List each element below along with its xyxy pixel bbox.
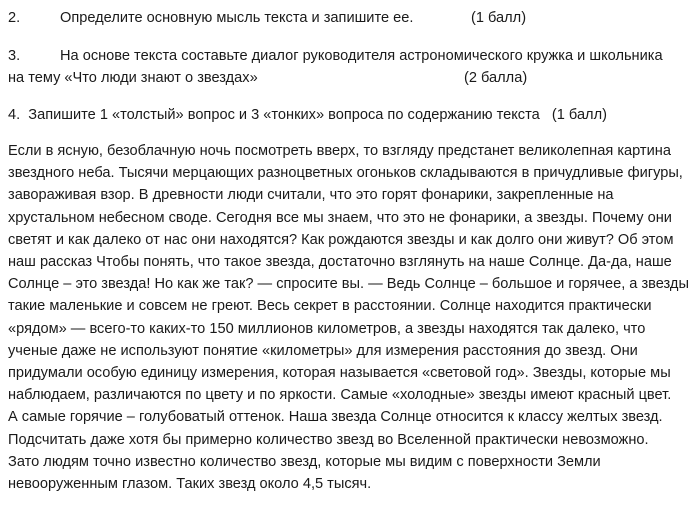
text-line: светят и как далеко от нас они находятся? Как рождаются звезды и как долго они живут? Об этом: [8, 231, 674, 248]
text-line: невооруженным глазом. Таких звезд около 4,5 тысяч.: [8, 476, 372, 493]
text-line: «рядом» — всего-то каких-то 150 миллионов километров, а звезды находятся так далеко, что: [8, 320, 646, 337]
text-line: наш рассказ Чтобы понять, что такое звезда, достаточно взглянуть на наше Солнце. Да-да, наше: [8, 254, 672, 271]
text-line: наблюдаем, различаются по цвету и по яркости. Самые «холодные» звезды имеют красный цвет.: [8, 387, 672, 404]
text-line: А самые горячие – голубоватый оттенок. Наша звезда Солнце относится к классу желтых звезд.: [8, 409, 663, 426]
text-line: завораживая взор. В древности люди считали, что это горят фонарики, закрепленные на: [8, 187, 614, 204]
task-number: 4.: [8, 107, 21, 123]
task-text: Запишите 1 «толстый» вопрос и 3 «тонких» вопроса по содержанию текста: [28, 107, 540, 123]
text-line: ученые даже не используют понятие «километры» для измерения расстояния до звезд. Они: [8, 342, 638, 359]
text-line: звездного неба. Тысячи мерцающих разноцветных огоньков складываются в причудливые фигуры,: [8, 165, 683, 182]
text-line: такие маленькие и совсем не греют. Весь секрет в расстоянии. Солнце находится практически: [8, 298, 652, 315]
text-line: хрустальном небесном своде. Сегодня все мы знаем, что это не фонарики, а звезды. Почему они: [8, 209, 672, 226]
text-line: Подсчитать даже хотя бы примерно количество звезд во Вселенной практически невозможно.: [8, 431, 649, 448]
text-line: Солнце – это звезда! Но как же так? — спросите вы. — Ведь Солнце – большое и горячее, а звезды: [8, 276, 689, 293]
task-number: 3.: [8, 48, 21, 64]
task-text-line-2: на тему «Что люди знают о звездах»: [8, 70, 258, 86]
text-line: Если в ясную, безоблачную ночь посмотреть вверх, то взгляду предстанет великолепная картина: [8, 143, 671, 159]
text-line: Зато людям точно известно количество звезд, которые мы видим с поверхности Земли: [8, 453, 601, 470]
task-2: [8, 7, 527, 29]
task-4: [8, 104, 607, 126]
task-points: (1 балл): [551, 107, 607, 123]
task-text-line-1: На основе текста составьте диалог руководителя астрономического кружка и школьника: [60, 48, 663, 64]
text-line: придумали особую единицу измерения, которая называется «световой год». Звезды, которые мы: [8, 365, 671, 382]
task-number: 2.: [8, 10, 21, 26]
task-points: (1 балл): [471, 10, 527, 26]
task-points: (2 балла): [464, 70, 528, 86]
task-3: [8, 45, 663, 89]
task-text: Определите основную мысль текста и запишите ее.: [60, 10, 414, 26]
reading-text: [8, 140, 692, 495]
